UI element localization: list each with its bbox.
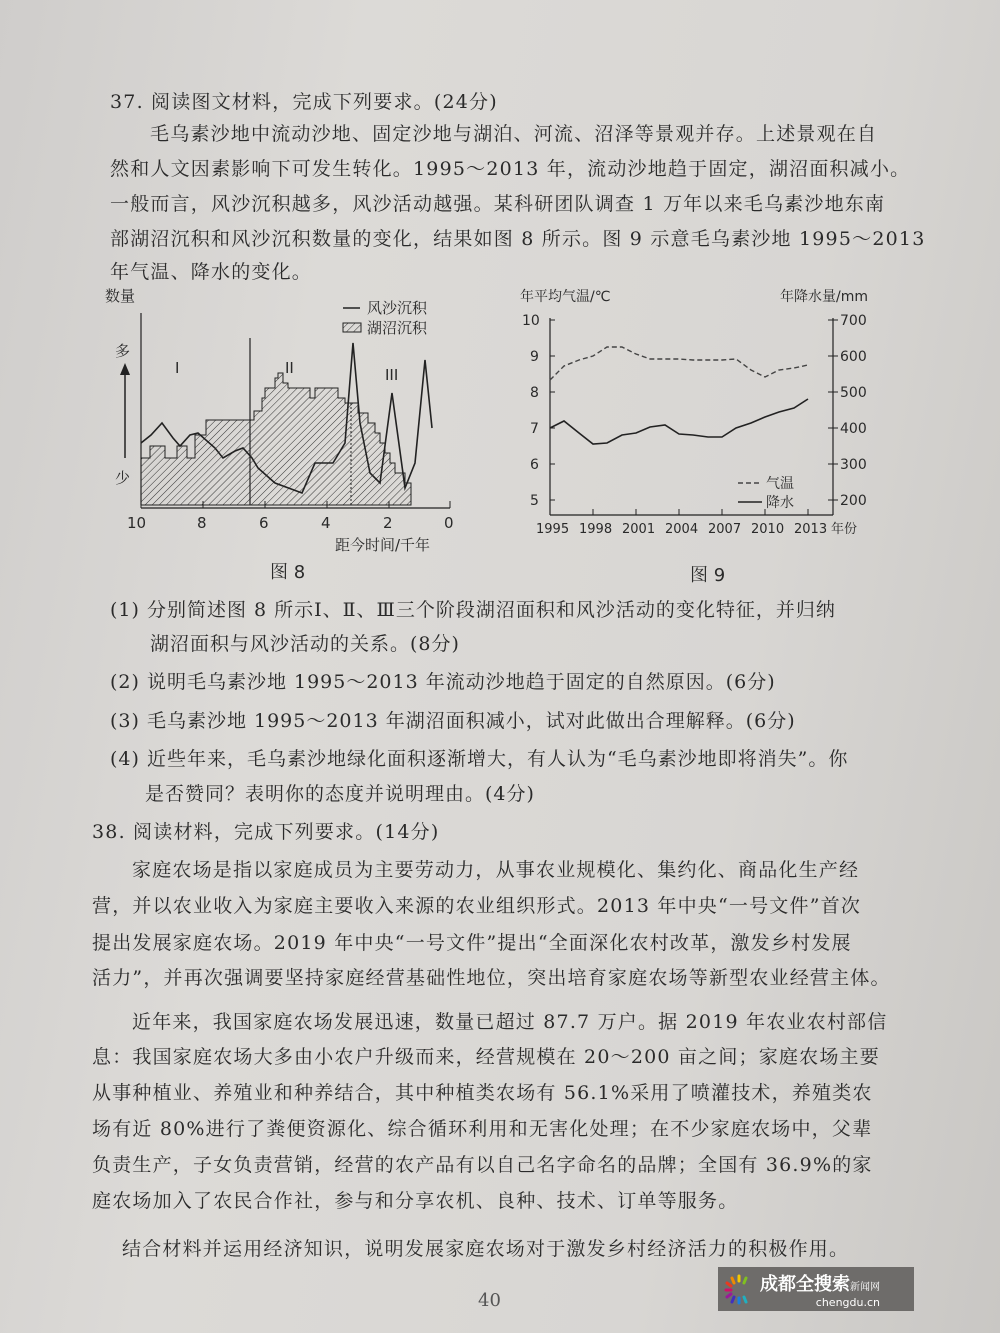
x-tick: 2013 [794, 522, 828, 537]
y-left-tick: 10 [522, 313, 540, 329]
y-right-tick: 500 [840, 385, 867, 401]
q38-para2-line: 从事种植业、养殖业和种养结合，其中种植类农场有 56.1%采用了喷灌技术，养殖类农 [92, 1082, 873, 1104]
q38-para-line: 提出发展家庭农场。2019 年中央“一号文件”提出“全面深化农村改革，激发乡村发展 [92, 932, 852, 954]
x-tick: 10 [127, 514, 147, 532]
q38-title: 38. 阅读材料，完成下列要求。(14分) [92, 821, 440, 843]
q37-sub-3: (3) 毛乌素沙地 1995～2013 年湖沼面积减小，试对此做出合理解释。(6分) [110, 710, 796, 732]
watermark-url: chengdu.cn [815, 1295, 880, 1309]
legend-lake: 湖沼沉积 [367, 319, 428, 337]
legend-prec: 降水 [766, 495, 794, 511]
q37-sub-2: (2) 说明毛乌素沙地 1995～2013 年流动沙地趋于固定的自然原因。(6分) [110, 671, 776, 693]
y-left-tick: 5 [530, 493, 539, 509]
q37-title: 37. 阅读图文材料，完成下列要求。(24分) [110, 91, 498, 113]
y-left-tick: 6 [530, 457, 539, 473]
arrow-head-icon [120, 363, 130, 375]
fig9-right-ylabel: 年降水量/mm [780, 289, 868, 305]
q37-para-line: 一般而言，风沙沉积越多，风沙活动越强。某科研团队调查 1 万年以来毛乌素沙地东南 [110, 193, 886, 215]
q38-para-line: 家庭农场是指以家庭成员为主要劳动力，从事农业规模化、集约化、商品化生产经 [132, 859, 860, 881]
y-right-tick: 600 [840, 349, 867, 365]
x-tick: 6 [259, 514, 269, 532]
lake-deposit-area [141, 373, 411, 505]
figure-8-chart [105, 283, 485, 583]
page-number: 40 [478, 1290, 501, 1311]
q38-para-line: 营，并以农业收入为家庭主要收入来源的农业组织形式。2013 年中央“一号文件”首次 [92, 895, 862, 917]
temperature-line [550, 347, 808, 380]
fig8-ylabel: 数量 [105, 287, 136, 305]
x-tick: 4 [321, 514, 331, 532]
figure-9-chart [510, 283, 890, 593]
x-tick: 0 [444, 514, 454, 532]
q38-para-line: 活力”，并再次强调要坚持家庭经营基础性地位，突出培育家庭农场等新型农业经营主体。 [92, 967, 891, 989]
q37-sub-1: (1) 分别简述图 8 所示Ⅰ、Ⅱ、Ⅲ三个阶段湖沼面积和风沙活动的变化特征，并归纳 [110, 599, 836, 621]
stage-2-label: II [285, 359, 294, 377]
q37-para-line: 然和人文因素影响下可发生转化。1995～2013 年，流动沙地趋于固定，湖沼面积减小。 [110, 158, 911, 180]
y-right-tick: 700 [840, 313, 867, 329]
q37-para-line: 毛乌素沙地中流动沙地、固定沙地与湖泊、河流、沼泽等景观并存。上述景观在自 [150, 123, 878, 145]
fig8-xlabel: 距今时间/千年 [335, 536, 431, 554]
q37-sub-4-cont: 是否赞同？表明你的态度并说明理由。(4分) [145, 783, 535, 805]
q37-sub-1-cont: 湖沼面积与风沙活动的关系。(8分) [150, 633, 460, 655]
x-tick: 2007 [708, 522, 742, 537]
y-right-tick: 200 [840, 493, 867, 509]
fig9-caption: 图 9 [690, 565, 726, 586]
x-tick: 8 [197, 514, 207, 532]
watermark-logo [718, 1267, 914, 1311]
x-tick: 2010 [751, 522, 785, 537]
legend-aeolian: 风沙沉积 [367, 299, 428, 317]
fig8-caption: 图 8 [270, 562, 306, 583]
x-tick: 2001 [622, 522, 656, 537]
x-tick: 2004 [665, 522, 699, 537]
watermark-name: 成都全搜索 [760, 1273, 850, 1295]
precipitation-line [550, 399, 808, 444]
fig8-low-label: 少 [115, 469, 131, 487]
q37-para-line: 年气温、降水的变化。 [110, 261, 313, 283]
y-right-tick: 400 [840, 421, 867, 437]
y-left-tick: 7 [530, 421, 539, 437]
stage-3-label: III [385, 366, 399, 384]
fig9-left-ylabel: 年平均气温/℃ [520, 289, 611, 305]
y-left-tick: 9 [530, 349, 539, 365]
fig8-high-label: 多 [115, 342, 131, 360]
x-tick: 1995 [536, 522, 570, 537]
q38-para2-line: 负责生产，子女负责营销，经营的农产品有以自己名字命名的品牌；全国有 36.9%的家 [92, 1154, 873, 1176]
legend-hatch-swatch [343, 323, 361, 332]
legend-temp: 气温 [766, 476, 794, 492]
stage-1-label: I [175, 359, 180, 377]
q37-sub-4: (4) 近些年来，毛乌素沙地绿化面积逐渐增大，有人认为“毛乌素沙地即将消失”。你 [110, 748, 849, 770]
q38-para2-line: 息：我国家庭农场大多由小农户升级而来，经营规模在 20～200 亩之间；家庭农场主要 [92, 1046, 880, 1068]
y-left-tick: 8 [530, 385, 539, 401]
watermark-suffix: 新闻网 [850, 1281, 880, 1293]
y-right-tick: 300 [840, 457, 867, 473]
x-unit-label: 年份 [831, 522, 858, 537]
q38-para2-line: 近年来，我国家庭农场发展迅速，数量已超过 87.7 万户。据 2019 年农业农村部信 [132, 1011, 888, 1033]
q38-para2-line: 庭农场加入了农民合作社，参与和分享农机、良种、技术、订单等服务。 [92, 1190, 739, 1212]
x-tick: 2 [383, 514, 393, 532]
q38-question: 结合材料并运用经济知识，说明发展家庭农场对于激发乡村经济活力的积极作用。 [122, 1238, 850, 1260]
q37-para-line: 部湖沼沉积和风沙沉积数量的变化，结果如图 8 所示。图 9 示意毛乌素沙地 1995～2013 [110, 228, 926, 250]
q38-para2-line: 场有近 80%进行了粪便资源化、综合循环利用和无害化处理；在不少家庭农场中，父辈 [92, 1118, 873, 1140]
x-tick: 1998 [579, 522, 613, 537]
colorful-ring-icon [724, 1272, 754, 1306]
